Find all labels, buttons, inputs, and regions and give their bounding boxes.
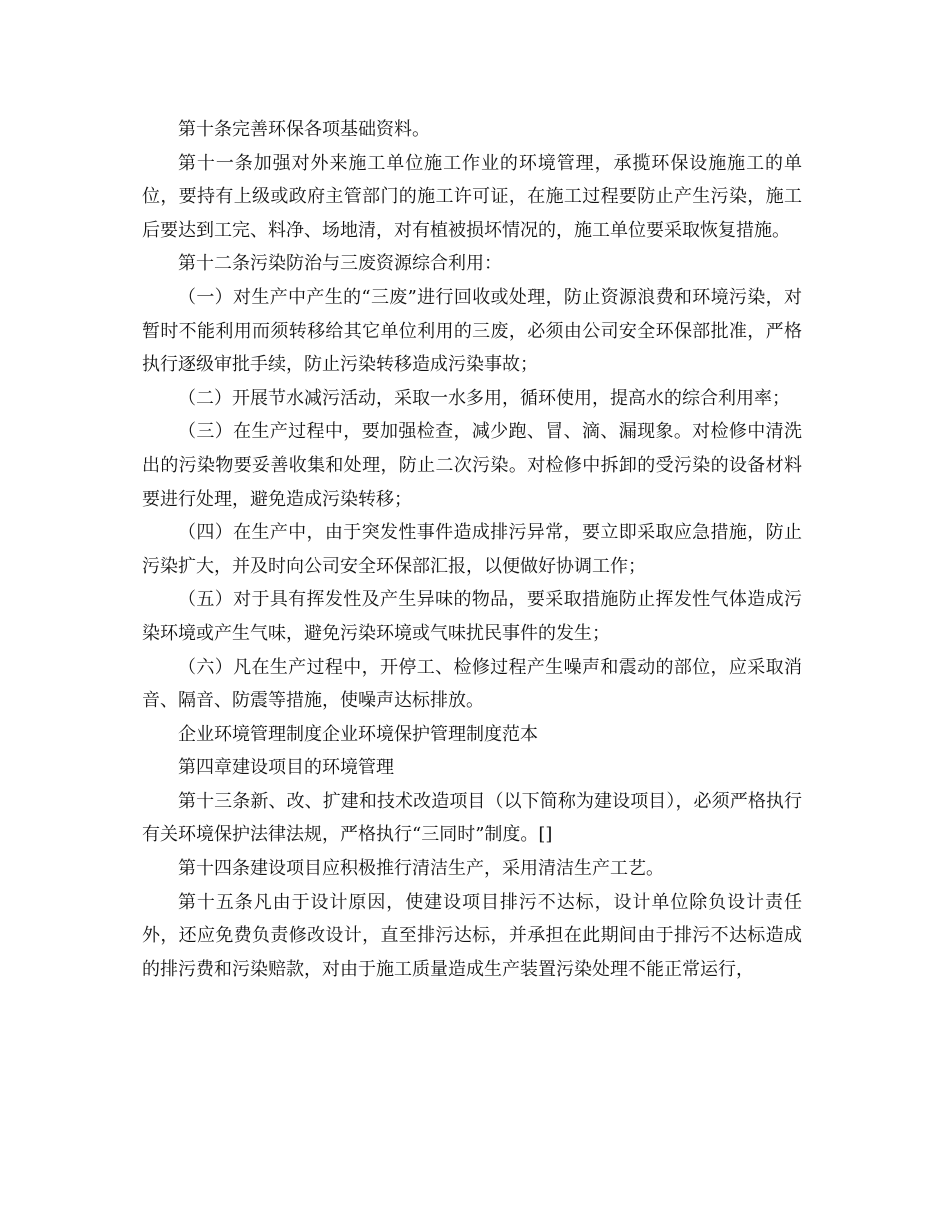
paragraph-item-2: （二）开展节水减污活动，采取一水多用，循环使用，提高水的综合利用率； — [178, 387, 790, 409]
paragraph-article-12: 第十二条污染防治与三废资源综合利用： — [178, 253, 502, 275]
paragraph-article-13: 第十三条新、改、扩建和技术改造项目（以下简称为建设项目），必须严格执行有关环境保护法律法规，严格执行“三同时”制度。[] — [142, 790, 802, 846]
paragraph-article-15: 第十五条凡由于设计原因，使建设项目排污不达标，设计单位除负设计责任外，还应免费负责修改设计，直至排污达标，并承担在此期间由于排污不达标造成的排污费和污染赔款，对由于施工质量造成生产装置污染处理不能正常运行， — [142, 891, 802, 980]
paragraph-item-5: （五）对于具有挥发性及产生异味的物品，要采取措施防止挥发性气体造成污染环境或产生气味，避免污染环境或气味扰民事件的发生； — [142, 589, 802, 644]
paragraph-article-14: 第十四条建设项目应积极推行清洁生产，采用清洁生产工艺。 — [178, 858, 664, 880]
chapter-heading: 第四章建设项目的环境管理 — [178, 757, 394, 779]
paragraph-article-11: 第十一条加强对外来施工单位施工作业的环境管理，承揽环保设施施工的单位，要持有上级或政府主管部门的施工许可证，在施工过程要防止产生污染，施工后要达到工完、料净、场地清，对有植被损坏情况的，施工单位要采取恢复措施。 — [142, 152, 802, 241]
document-body — [142, 113, 802, 986]
paragraph-item-6: （六）凡在生产过程中，开停工、检修过程产生噪声和震动的部位，应采取消音、隔音、防震等措施，使噪声达标排放。 — [142, 656, 802, 712]
paragraph-item-1: （一）对生产中产生的“三废”进行回收或处理，防止资源浪费和环境污染，对暂时不能利用而须转移给其它单位利用的三废，必须由公司安全环保部批准，严格执行逐级审批手续，防止污染转移造成污染事故； — [142, 286, 802, 376]
section-title: 企业环境管理制度企业环境保护管理制度范本 — [178, 723, 538, 745]
paragraph-item-3: （三）在生产过程中，要加强检查，减少跑、冒、滴、漏现象。对检修中清洗出的污染物要妥善收集和处理，防止二次污染。对检修中拆卸的受污染的设备材料要进行处理，避免造成污染转移； — [142, 421, 802, 510]
paragraph-article-10: 第十条完善环保各项基础资料。 — [178, 119, 430, 140]
paragraph-item-4: （四）在生产中，由于突发性事件造成排污异常，要立即采取应急措施，防止污染扩大，并及时向公司安全环保部汇报，以便做好协调工作； — [142, 522, 802, 577]
